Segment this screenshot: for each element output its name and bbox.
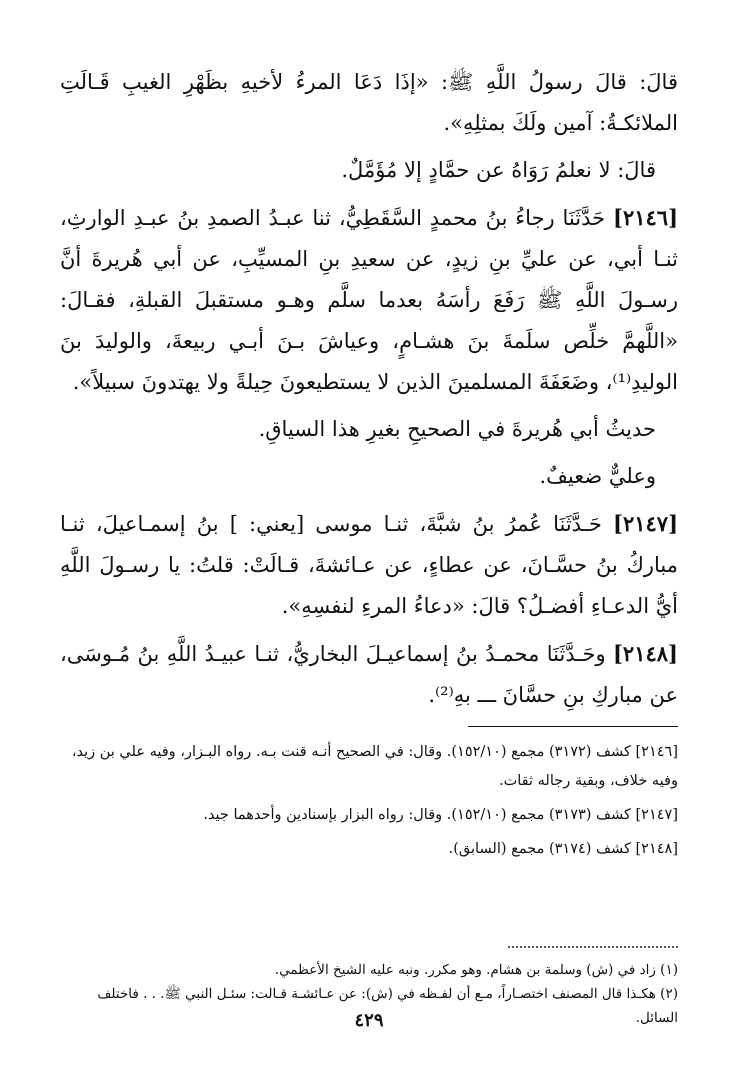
hadith-text: حَدَّثَنَا رجاءُ بنُ محمدٍ السَّقَطِيُّ، ثنا عبـدُ الصمدِ بنُ عبـدِ الوارثِ، ثنـا أبي، عن عليِّ بنِ زيدٍ، عن سعيدِ بنِ المسيِّبِ، عن أبي هُريرةَ أنَّ رسـولَ اللَّهِ ﷺ رَفَعَ رأسَهُ بعدما سلَّم وهـو مستقبلَ القبلةِ، فقـالَ: «اللَّهمَّ خلِّص سلَمةَ بنَ هشـامٍ، وعياشَ بـنَ أبـي ربيعةَ، والوليدَ بنَ الوليدِ⁽¹⁾، وضَعَفَةَ المسلمينَ الذين لا يستطيعونَ حِيلةً ولا يهتدونَ سبيلاً». xyxy=(60,206,678,394)
note-2148: [٢١٤٨] كشف (٣١٧٤) مجمع (السابق). xyxy=(448,841,678,857)
page-number: ٤٢٩ xyxy=(354,1010,384,1031)
note-2146: [٢١٤٦] كشف (٣١٧٢) مجمع (١٥٢/١٠). وقال: في الصحيح أنـه قنت بـه. رواه البـزار، وفيه علي بن زيد، وفيه خلاف، وبقية رجاله ثقات. xyxy=(71,744,678,789)
main-text xyxy=(60,62,678,716)
paragraph-dua-angels: قالَ: قالَ رسولُ اللَّهِ ﷺ: «إذَا دَعَا المرءُ لأخيهِ بظَهْرِ الغيبِ قَـالَتِ الملائكـةُ: آمين ولَكَ بمثلِهِ». xyxy=(60,70,678,135)
hadith-text: وحَـدَّثَنَا محمـدُ بنُ إسماعيـلَ البخاريُّ، ثنـا عبيـدُ اللَّهِ بنُ مُـوسَى، عن مباركِ بنِ حسَّانَ ـــ بهِ⁽²⁾. xyxy=(60,642,678,707)
note-2147: [٢١٤٧] كشف (٣١٧٣) مجمع (١٥٢/١٠). وقال: رواه البزار بإسنادين وأحدهما جيد. xyxy=(203,807,678,823)
hadith-number: [٢١٤٧] xyxy=(613,511,678,536)
footnotes-divider xyxy=(508,946,678,948)
hadith-text: حَـدَّثَنَا عُمرُ بنُ شبَّةَ، ثنـا موسى [يعني: ] بنُ إسمـاعيلَ، ثنـا مباركُ بنُ حسَّـانَ، عن عطاءٍ، عن عـائشةَ، قـالَتْ: قلتُ: يا رسـولَ اللَّهِ أيُّ الدعـاءِ أفضـلُ؟ قالَ: «دعاءُ المرءِ لنفسِهِ». xyxy=(60,512,678,618)
paragraph-sahih-remark: حديثُ أبي هُريرةَ في الصحيحِ بغيرِ هذا السياقِ. xyxy=(258,417,656,441)
hadith-number: [٢١٤٦] xyxy=(613,205,678,230)
footnote-1: (١) زاد في (ش) وسلمة بن هشام. وهو مكرر. ونبه عليه الشيخ الأعظمي. xyxy=(274,962,678,978)
hadith-2148 xyxy=(60,633,678,716)
hadith-2146 xyxy=(60,197,678,403)
hadith-number: [٢١٤٨] xyxy=(612,641,678,666)
book-page xyxy=(60,62,678,1049)
notes-divider xyxy=(468,726,678,727)
paragraph-bazzar-remark: قالَ: لا نعلمُ رَوَاهُ عن حمَّادٍ إلا مُؤَمَّلٌ. xyxy=(341,158,656,182)
footnote-2: (٢) هكـذا قال المصنف اختصـاراً، مـع أن لفـظه في (ش): عن عـائشـة قـالت: سئـل النبي ﷺ. . . فاختلف السائل. xyxy=(97,986,678,1026)
paragraph-ali-weak: وعليٌّ ضعيفٌ. xyxy=(539,464,656,488)
hadith-2147 xyxy=(60,503,678,627)
takhrij-notes xyxy=(60,738,678,869)
